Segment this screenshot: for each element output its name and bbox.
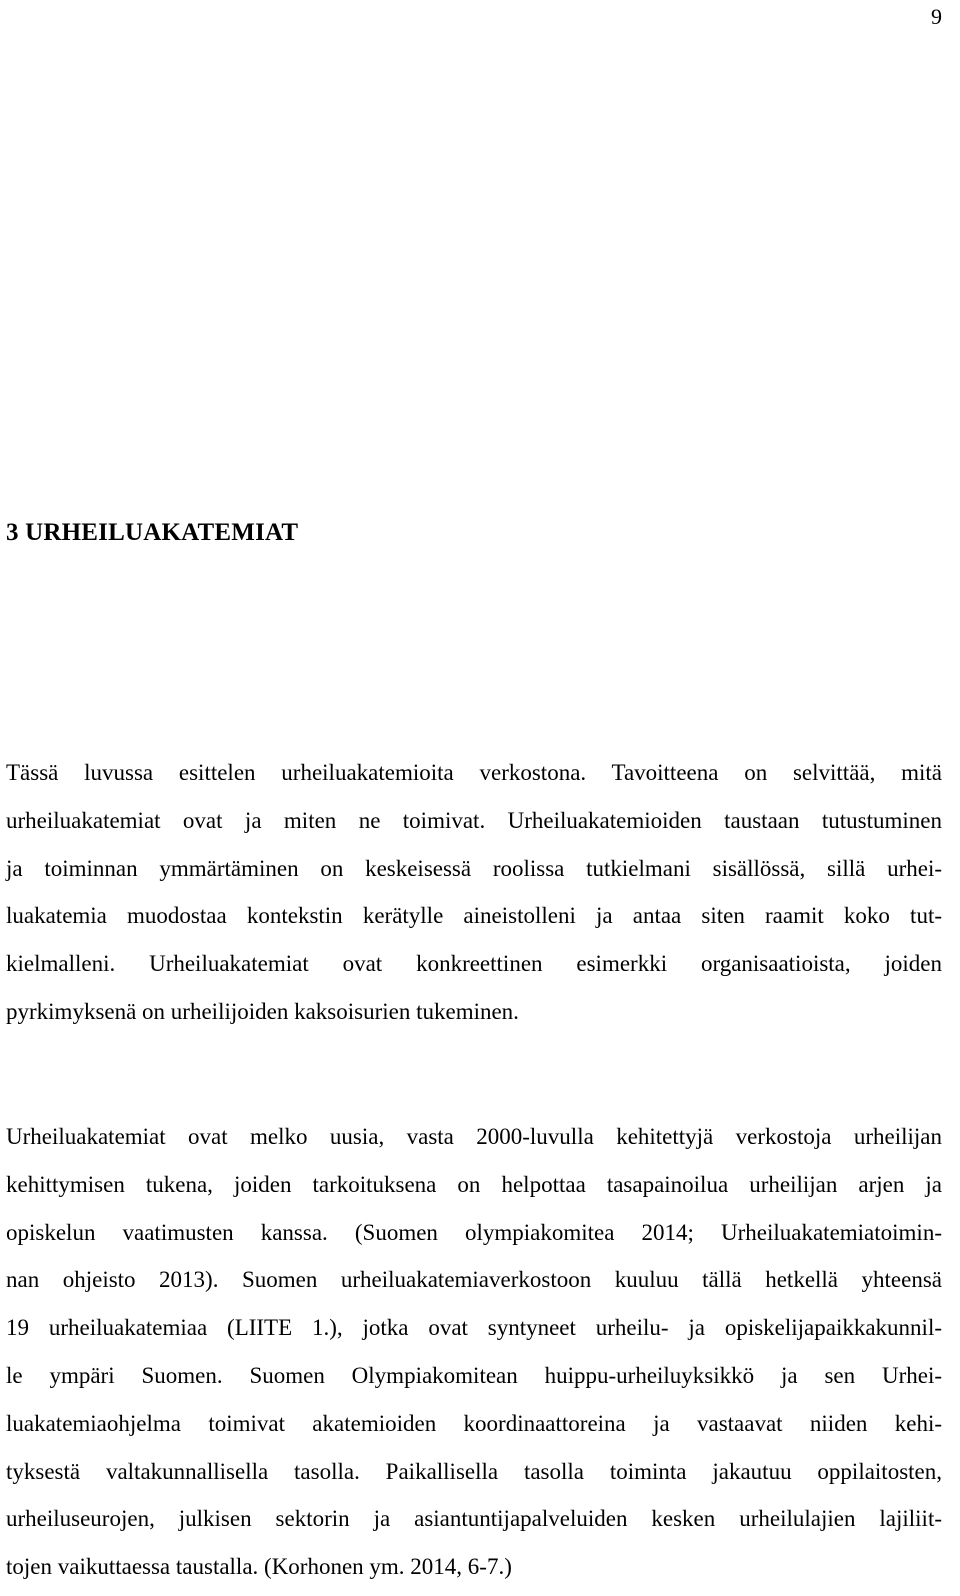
text-line: kielmalleni. Urheiluakatemiat ovat konkreettinen esimerkki organisaatioista, joiden xyxy=(6,951,942,977)
paragraph-intro xyxy=(6,749,942,1036)
text-line: tojen vaikuttaessa taustalla. (Korhonen ym. 2014, 6-7.) xyxy=(6,1554,512,1580)
text-line: 19 urheiluakatemiaa (LIITE 1.), jotka ovat syntyneet urheilu- ja opiskelijapaikkakunnil- xyxy=(6,1315,942,1341)
text-line: urheiluakatemiat ovat ja miten ne toimivat. Urheiluakatemioiden taustaan tutustuminen xyxy=(6,807,942,833)
text-line: pyrkimyksenä on urheilijoiden kaksoisurien tukeminen. xyxy=(6,998,519,1024)
text-line: nan ohjeisto 2013). Suomen urheiluakatemiaverkostoon kuuluu tällä hetkellä yhteensä xyxy=(6,1267,942,1293)
text-line: Urheiluakatemiat ovat melko uusia, vasta 2000-luvulla kehitettyjä verkostoja urheilijan xyxy=(6,1124,942,1149)
chapter-heading: 3 URHEILUAKATEMIAT xyxy=(6,519,299,546)
text-line: luakatemia muodostaa kontekstin kerätylle aineistolleni ja antaa siten raamit koko tut- xyxy=(6,903,942,929)
paragraph-background xyxy=(6,1113,942,1591)
text-line: Tässä luvussa esittelen urheiluakatemioita verkostona. Tavoitteena on selvittää, mitä xyxy=(6,760,942,785)
text-line: urheiluseurojen, julkisen sektorin ja asiantuntijapalveluiden kesken urheilulajien lajiliit- xyxy=(6,1506,942,1532)
text-line: le ympäri Suomen. Suomen Olympiakomitean huippu-urheiluyksikkö ja sen Urhei- xyxy=(6,1362,942,1388)
text-line: opiskelun vaatimusten kanssa. (Suomen olympiakomitea 2014; Urheiluakatemiatoimin- xyxy=(6,1219,942,1245)
page-number: 9 xyxy=(931,4,942,29)
text-line: kehittymisen tukena, joiden tarkoituksena on helpottaa tasapainoilua urheilijan arjen ja xyxy=(6,1171,942,1197)
text-line: tyksestä valtakunnallisella tasolla. Paikallisella tasolla toiminta jakautuu oppilaitosten, xyxy=(6,1458,942,1484)
text-line: ja toiminnan ymmärtäminen on keskeisessä roolissa tutkielmani sisällössä, sillä urhei- xyxy=(6,855,942,881)
text-line: luakatemiaohjelma toimivat akatemioiden koordinaattoreina ja vastaavat niiden kehi- xyxy=(6,1410,942,1436)
